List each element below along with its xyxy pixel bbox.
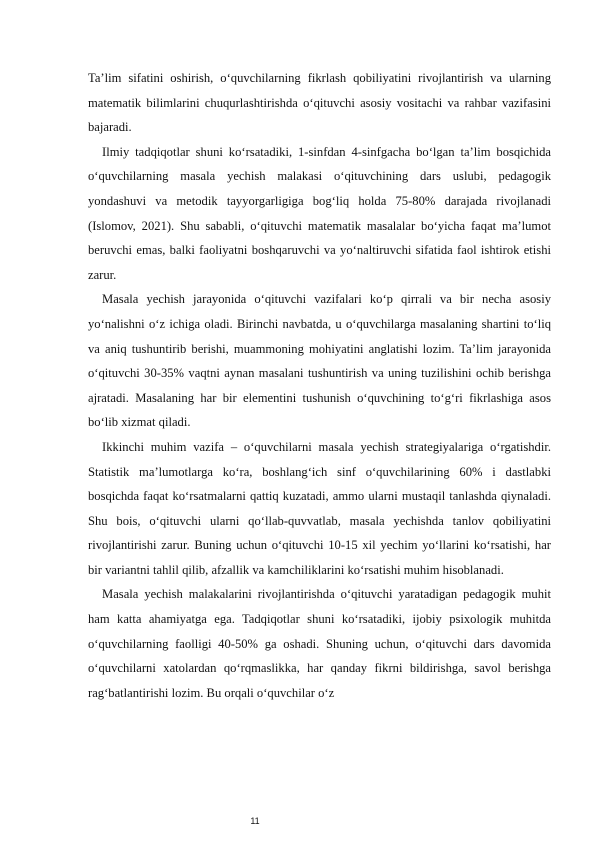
paragraph-3: Masala yechish jarayonida o‘qituvchi vazifalari ko‘p qirrali va bir necha asosiy yo‘nalishni o‘z ichiga oladi. Birinchi navbatda, u o‘quvchilarga masalaning shartini to‘liq va aniq tushuntirib berishi, muammoning mohiyatini anglatishi lozim. Ta’lim jarayonida o‘qituvchi 30-35% vaqtni aynan masalani tushuntirish va uning tuzilishini ochib berishga ajratadi. Masalaning har bir elementini tushunish o‘quvchining to‘g‘ri fikrlashiga asos bo‘lib xizmat qiladi. xyxy=(88,292,551,430)
paragraph-1: Ta’lim sifatini oshirish, o‘quvchilarning fikrlash qobiliyatini rivojlantirish va ularning matematik bilimlarini chuqurlashtirishda o‘qituvchi asosiy vositachi va rahbar vazifasini bajaradi. xyxy=(88,71,551,135)
paragraph-2: Ilmiy tadqiqotlar shuni ko‘rsatadiki, 1-sinfdan 4-sinfgacha bo‘lgan ta’lim bosqichida o‘quvchilarning masala yechish malakasi o‘qituvchining dars uslubi, pedagogik yondashuvi va metodik tayyorgarligiga bog‘liq holda 75-80% darajada rivojlanadi (Islomov, 2021). Shu sababli, o‘qituvchi matematik masalalar bo‘yicha faqat ma’lumot beruvchi emas, balki faoliyatni boshqaruvchi va yo‘naltiruvchi sifatida faol ishtirok etishi zarur. xyxy=(88,144,551,282)
page-number: 11 xyxy=(250,816,260,826)
paragraph-4: Ikkinchi muhim vazifa – o‘quvchilarni masala yechish strategiyalariga o‘rgatishdir. Statistik ma’lumotlarga ko‘ra, boshlang‘ich sinf o‘quvchilarining 60% i dastlabki bosqichda faqat ko‘rsatmalarni qattiq kuzatadi, ammo ularni mustaqil tanlashda qiynaladi. Shu bois, o‘qituvchi ularni qo‘llab-quvvatlab, masala yechishda tanlov qobiliyatini rivojlantirishi zarur. Buning uchun o‘qituvchi 10-15 xil yechim yo‘llarini ko‘rsatishi, har bir variantni tahlil qilib, afzallik va kamchiliklarini ko‘rsatishi muhim hisoblanadi. xyxy=(88,439,551,577)
body-text xyxy=(88,66,551,705)
paragraph-5: Masala yechish malakalarini rivojlantirishda o‘qituvchi yaratadigan pedagogik muhit ham katta ahamiyatga ega. Tadqiqotlar shuni ko‘rsatadiki, ijobiy psixologik muhitda o‘quvchilarning faolligi 40-50% ga oshadi. Shuning uchun, o‘qituvchi dars davomida o‘quvchilarni xatolardan qo‘rqmaslikka, har qanday fikrni bildirishga, savol berishga rag‘batlantirishi lozim. Bu orqali o‘quvchilar o‘z xyxy=(88,587,551,700)
